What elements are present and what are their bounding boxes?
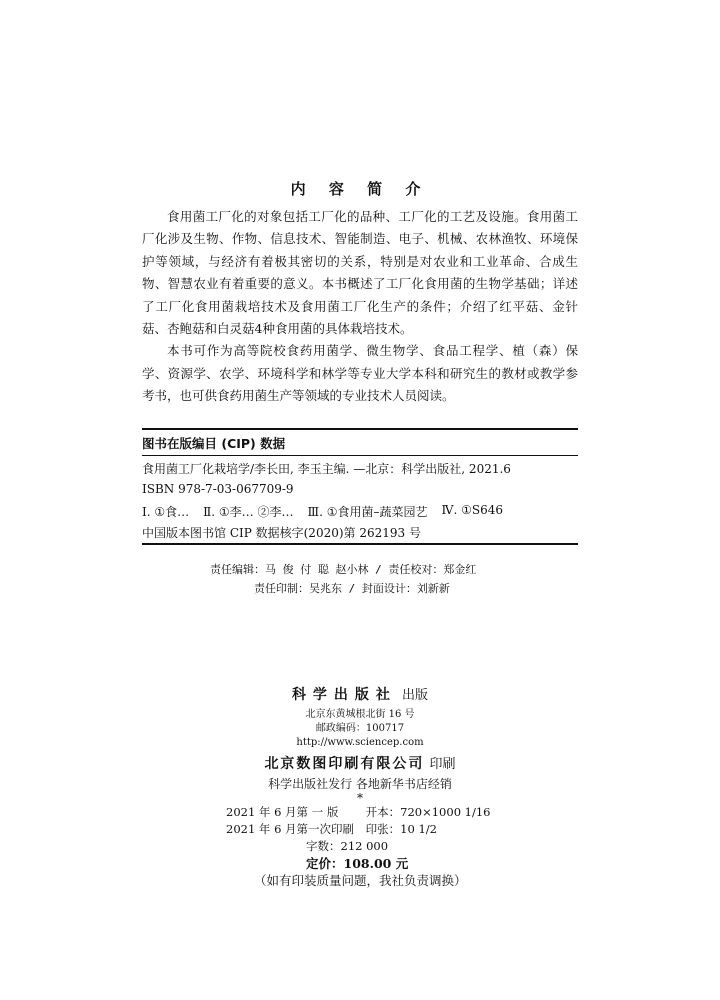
cip-class-item: Ⅳ. ①S646	[441, 503, 503, 517]
cip-catalog-line: 食用菌工厂化栽培学/李长田, 李玉主编. —北京：科学出版社, 2021.6	[142, 462, 511, 476]
publisher-logotype: 科学出版社	[291, 687, 397, 703]
imprint-block	[0, 684, 720, 804]
cip-isbn: ISBN 978-7-03-067709-9	[142, 482, 294, 496]
printer-logotype: 北京数图印刷有限公司	[264, 756, 425, 772]
cip-heading: 图书在版编目 (CIP) 数据	[142, 436, 286, 451]
production-credits: 责任印制：吴兆东 / 封面设计：刘新新	[254, 582, 450, 595]
edition-date: 2021 年 6 月第 一 版	[226, 805, 339, 819]
format-size: 开本：720×1000 1/16	[365, 805, 491, 819]
cip-class-item: Ⅱ. ①李… ②李…	[203, 505, 294, 519]
cip-class-item: Ⅰ. ①食…	[142, 505, 190, 519]
separator-star: *	[357, 791, 363, 805]
credits-block	[142, 560, 578, 598]
publisher-suffix: 出版	[402, 688, 429, 703]
price: 定价：108.00 元	[306, 856, 409, 871]
page-title: 内 容 简 介	[290, 180, 430, 198]
editor-credits: 责任编辑：马 俊 付 聪 赵小林 / 责任校对：郑金红	[210, 563, 477, 576]
print-sheets: 印张：10 1/2	[365, 822, 437, 836]
printer-suffix: 印刷	[429, 757, 456, 772]
summary-paragraph: 食用菌工厂化的对象包括工厂化的品种、工厂化的工艺及设施。食用菌工厂化涉及生物、作物、信息技术、智能制造、电子、机械、农林渔牧、环境保护等领域，与经济有着极其密切的关系，特别是对农业和工业革命、合成生物、智慧农业有着重要的意义。本书概述了工厂化食用菌的生物学基础；详述了工厂化食用菌栽培技术及食用菌工厂化生产的条件；介绍了红平菇、金针菇、杏鲍菇和白灵菇4种食用菌的具体栽培技术。	[142, 209, 578, 337]
publication-specs	[226, 804, 546, 889]
distribution-line: 科学出版社发行 各地新华书店经销	[268, 777, 452, 791]
cip-block	[142, 428, 578, 545]
publisher-postcode: 邮政编码：100717	[315, 723, 405, 734]
publisher-url: http://www.sciencep.com	[296, 737, 424, 748]
quality-note: （如有印装质量问题，我社负责调换）	[254, 873, 467, 888]
printer-line	[0, 753, 720, 773]
cip-record-number: 中国版本图书馆 CIP 数据核字(2020)第 262193 号	[142, 526, 421, 540]
cip-top-rule	[142, 428, 578, 430]
cip-class-item: Ⅲ. ①食用菌–蔬菜园艺	[307, 505, 428, 519]
spec-row	[226, 804, 546, 821]
cip-classification	[142, 503, 578, 520]
cip-heading-rule	[142, 455, 578, 456]
word-count: 字数：212 000	[306, 839, 389, 853]
publisher-line	[0, 684, 720, 704]
cip-bottom-rule	[142, 543, 578, 545]
spec-row	[226, 821, 546, 838]
summary-section	[142, 206, 578, 408]
printing-date: 2021 年 6 月第一次印刷	[226, 822, 355, 836]
publisher-address: 北京东黄城根北街 16 号	[305, 709, 415, 720]
summary-paragraph: 本书可作为高等院校食药用菌学、微生物学、食品工程学、植（森）保学、资源学、农学、环境科学和林学等专业大学本科和研究生的教材或教学参考书，也可供食药用菌生产等领域的专业技术人员阅读。	[142, 343, 578, 404]
